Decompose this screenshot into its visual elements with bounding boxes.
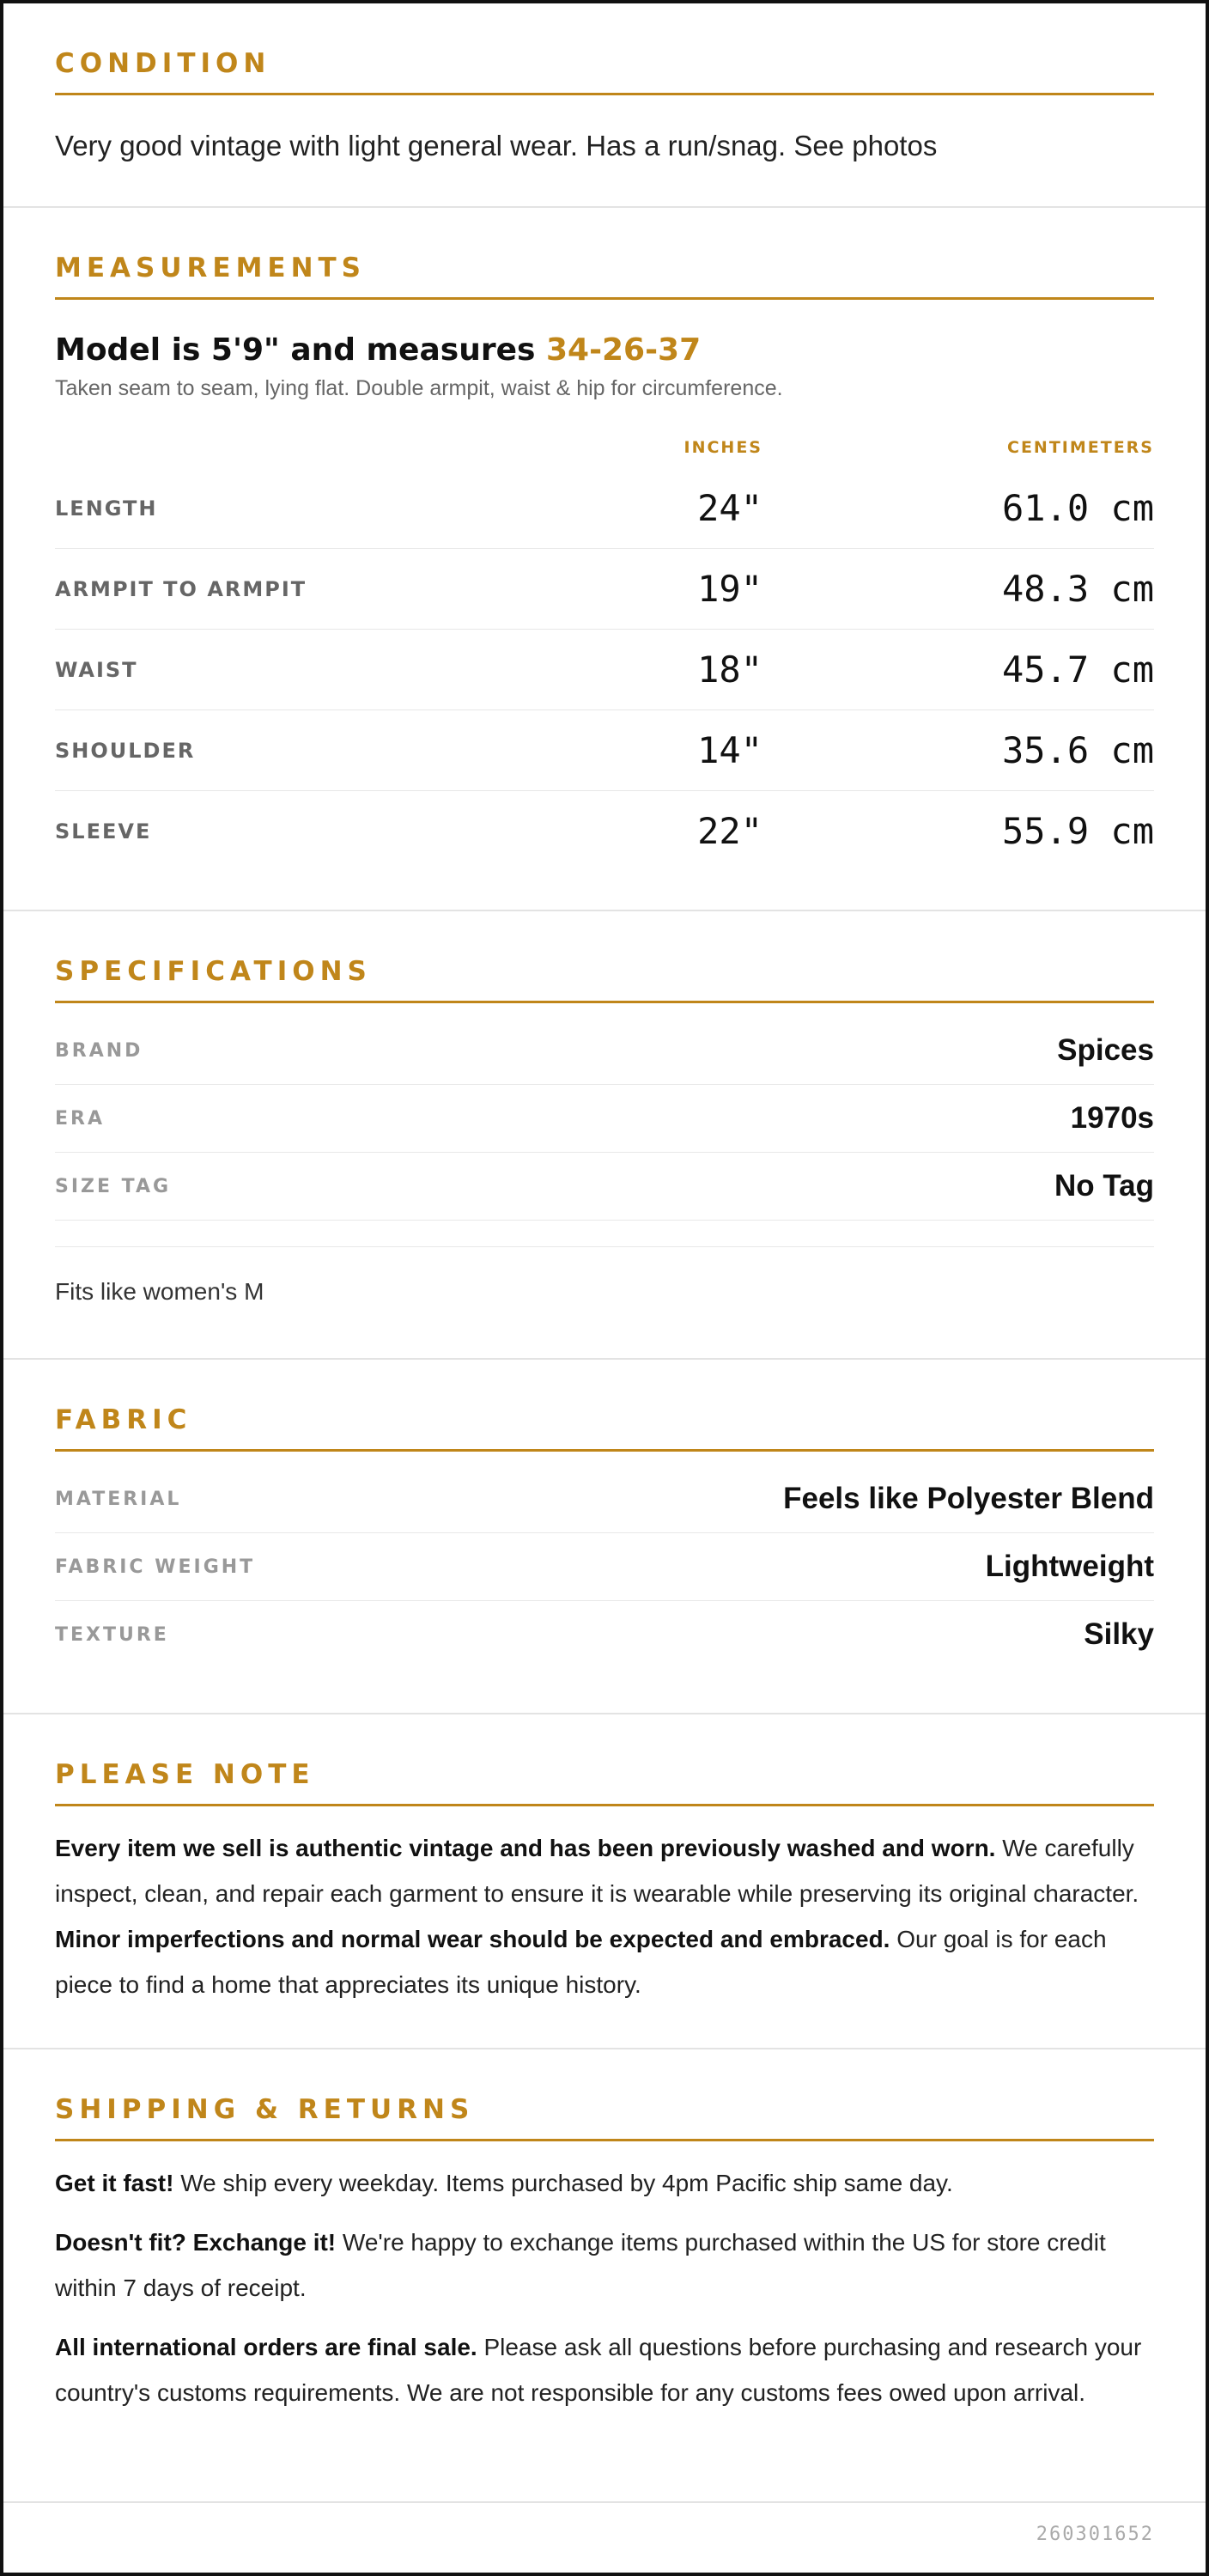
shipping-bold-2: Doesn't fit? Exchange it! bbox=[55, 2229, 337, 2256]
spec-label: BRAND bbox=[55, 1039, 143, 1062]
please-note-text-1: We carefully inspect, clean, and repair each garment to ensure it is wearable while preserving its original character. bbox=[55, 1835, 1139, 1907]
specifications-list bbox=[55, 1017, 1154, 1247]
spec-value: No Tag bbox=[1054, 1169, 1154, 1203]
condition-text: Very good vintage with light general wear. Has a run/snag. See photos bbox=[55, 130, 938, 161]
shipping-paragraph-speed bbox=[55, 2160, 1154, 2206]
measurement-row-length bbox=[55, 468, 1154, 549]
fabric-list bbox=[55, 1465, 1154, 1668]
centimeters-column-header: CENTIMETERS bbox=[1007, 438, 1154, 457]
fabric-row-texture bbox=[55, 1601, 1154, 1668]
spec-label: ERA bbox=[55, 1107, 105, 1130]
measurement-inches: 24" bbox=[697, 487, 762, 529]
please-note-section bbox=[3, 1714, 1206, 2049]
fabric-value: Lightweight bbox=[985, 1550, 1154, 1583]
specifications-title: SPECIFICATIONS bbox=[55, 956, 1154, 1003]
measurement-row-waist bbox=[55, 630, 1154, 710]
please-note-bold-2: Minor imperfections and normal wear should be expected and embraced. bbox=[55, 1926, 890, 1952]
fabric-label: MATERIAL bbox=[55, 1488, 182, 1510]
measurement-label: WAIST bbox=[55, 657, 138, 682]
specifications-section bbox=[3, 911, 1206, 1360]
model-info bbox=[55, 332, 1154, 368]
spec-row-size-tag bbox=[55, 1153, 1154, 1221]
spec-divider bbox=[55, 1221, 1154, 1247]
condition-title: CONDITION bbox=[55, 48, 1154, 95]
measurement-centimeters: 61.0 cm bbox=[1001, 487, 1154, 529]
fabric-label: FABRIC WEIGHT bbox=[55, 1556, 256, 1578]
model-measurements-value: 34-26-37 bbox=[545, 332, 702, 368]
please-note-bold-1: Every item we sell is authentic vintage and has been previously washed and worn. bbox=[55, 1835, 996, 1861]
measurement-label: SHOULDER bbox=[55, 738, 196, 763]
shipping-paragraph-international bbox=[55, 2324, 1154, 2415]
spec-row-era bbox=[55, 1085, 1154, 1153]
please-note-title: PLEASE NOTE bbox=[55, 1759, 1154, 1806]
spec-label: SIZE TAG bbox=[55, 1175, 172, 1197]
shipping-bold-3: All international orders are final sale. bbox=[55, 2334, 477, 2360]
fit-note: Fits like women's M bbox=[55, 1278, 264, 1305]
shipping-bold-1: Get it fast! bbox=[55, 2170, 174, 2196]
shipping-text-1: We ship every weekday. Items purchased by 4pm Pacific ship same day. bbox=[173, 2170, 953, 2196]
measurements-note: Taken seam to seam, lying flat. Double armpit, waist & hip for circumference. bbox=[55, 376, 783, 400]
shipping-text-3: Please ask all questions before purchasing and research your country's customs requirements. We are not responsible for any customs fees owed upon arrival. bbox=[55, 2334, 1142, 2406]
fabric-section bbox=[3, 1360, 1206, 1714]
measurement-label: LENGTH bbox=[55, 496, 158, 521]
measurement-centimeters: 35.6 cm bbox=[1001, 729, 1154, 771]
shipping-text-2: We're happy to exchange items purchased within the US for store credit within 7 days of receipt. bbox=[55, 2229, 1106, 2301]
fabric-label: TEXTURE bbox=[55, 1623, 169, 1646]
condition-section bbox=[3, 3, 1206, 208]
measurement-label: SLEEVE bbox=[55, 819, 152, 843]
measurement-inches: 18" bbox=[697, 649, 762, 691]
measurement-centimeters: 48.3 cm bbox=[1001, 568, 1154, 610]
measurement-centimeters: 45.7 cm bbox=[1001, 649, 1154, 691]
shipping-returns-title: SHIPPING & RETURNS bbox=[55, 2094, 1154, 2141]
measurement-inches: 22" bbox=[697, 810, 762, 852]
shipping-paragraph-exchange bbox=[55, 2220, 1154, 2311]
measurement-row-shoulder bbox=[55, 710, 1154, 791]
model-info-prefix: Model is 5'9" and measures bbox=[55, 332, 546, 368]
measurement-centimeters: 55.9 cm bbox=[1001, 810, 1154, 852]
product-code: 260301652 bbox=[1036, 2524, 1154, 2545]
fabric-value: Silky bbox=[1084, 1617, 1154, 1651]
measurements-table-header bbox=[55, 430, 1154, 465]
fabric-title: FABRIC bbox=[55, 1404, 1154, 1452]
measurements-title: MEASUREMENTS bbox=[55, 253, 1154, 300]
measurement-row-sleeve bbox=[55, 791, 1154, 871]
measurement-inches: 19" bbox=[697, 568, 762, 610]
shipping-returns-section bbox=[3, 2049, 1206, 2503]
measurement-label: ARMPIT TO ARMPIT bbox=[55, 576, 307, 601]
spec-value: Spices bbox=[1057, 1033, 1154, 1067]
spec-row-brand bbox=[55, 1017, 1154, 1085]
fabric-value: Feels like Polyester Blend bbox=[783, 1482, 1154, 1515]
please-note-text bbox=[55, 1825, 1154, 2007]
please-note-text-2: Our goal is for each piece to find a home that appreciates its unique history. bbox=[55, 1926, 1107, 1998]
measurement-inches: 14" bbox=[697, 729, 762, 771]
inches-column-header: INCHES bbox=[683, 438, 762, 457]
fabric-row-material bbox=[55, 1465, 1154, 1533]
measurements-table bbox=[55, 468, 1154, 871]
measurements-section bbox=[3, 208, 1206, 911]
spec-value: 1970s bbox=[1070, 1101, 1154, 1135]
fabric-row-weight bbox=[55, 1533, 1154, 1601]
measurement-row-armpit bbox=[55, 549, 1154, 630]
